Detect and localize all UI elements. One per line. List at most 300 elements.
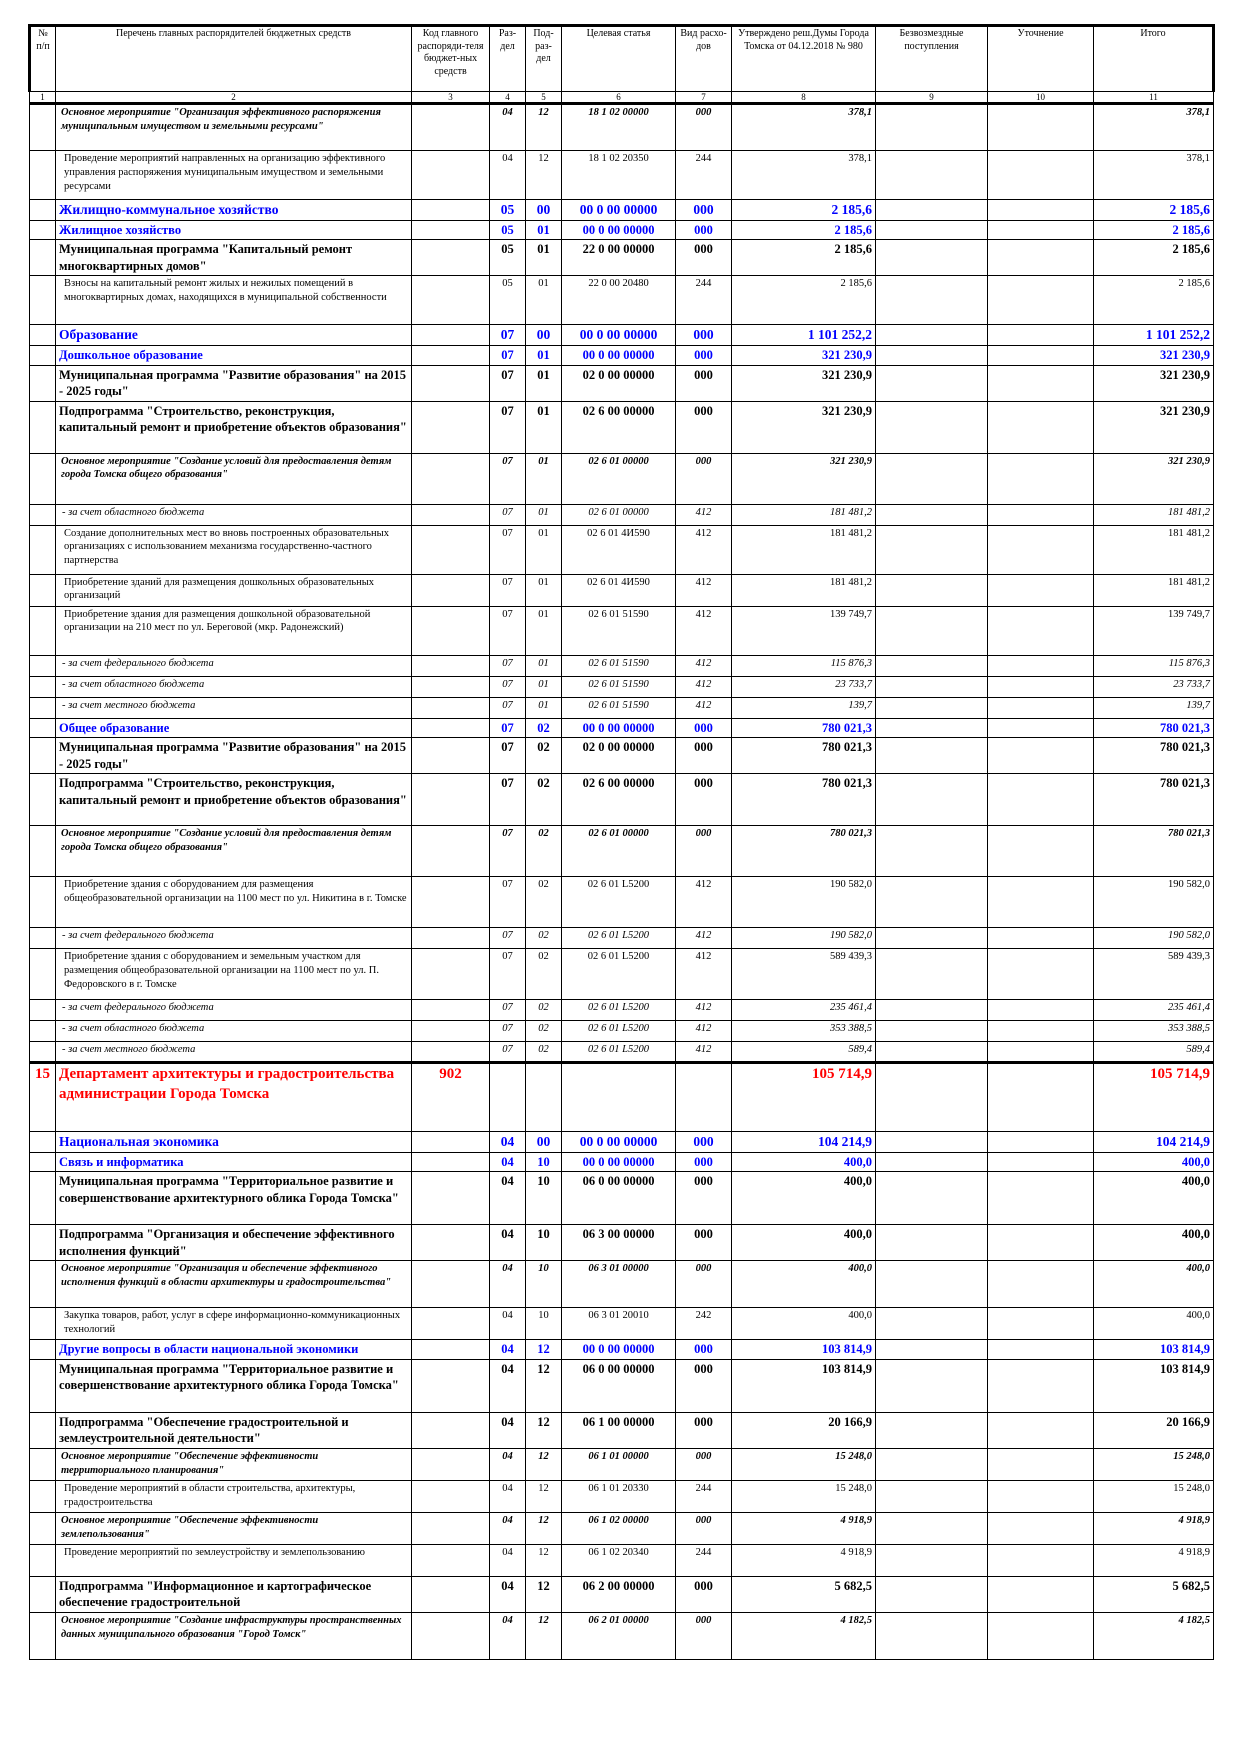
row-grants: [876, 676, 988, 697]
row-name: - за счет федерального бюджета: [56, 655, 412, 676]
row-number: [30, 574, 56, 606]
row-approved: 20 166,9: [732, 1412, 876, 1448]
row-target: 02 6 01 L5200: [562, 1021, 676, 1042]
table-row: [30, 826, 1214, 877]
row-grants: [876, 1448, 988, 1480]
row-total: 2 185,6: [1094, 240, 1214, 276]
row-approved: 2 185,6: [732, 276, 876, 325]
row-code: [412, 877, 490, 928]
row-name: Закупка товаров, работ, услуг в сфере информационно-коммуникационных технологий: [56, 1308, 412, 1340]
row-razdel: 04: [490, 1512, 526, 1544]
row-target: 02 6 01 L5200: [562, 877, 676, 928]
row-code: [412, 401, 490, 453]
row-target: 02 6 01 51590: [562, 655, 676, 676]
row-razdel: 05: [490, 240, 526, 276]
row-approved: 139 749,7: [732, 606, 876, 655]
row-grants: [876, 1544, 988, 1576]
row-razdel: 04: [490, 1132, 526, 1153]
row-clarification: [988, 525, 1094, 574]
table-row: [30, 1544, 1214, 1576]
row-razdel: 07: [490, 346, 526, 366]
table-row: [30, 276, 1214, 325]
table-header: [30, 26, 1214, 104]
row-target: 06 1 01 20330: [562, 1480, 676, 1512]
row-expense-type: 000: [676, 240, 732, 276]
row-clarification: [988, 1152, 1094, 1172]
row-expense-type: 244: [676, 1480, 732, 1512]
row-approved: 103 814,9: [732, 1340, 876, 1360]
row-code: [412, 1152, 490, 1172]
table-row: [30, 1021, 1214, 1042]
row-target: 06 1 00 00000: [562, 1412, 676, 1448]
row-target: 02 6 01 51590: [562, 697, 676, 718]
row-approved: 589 439,3: [732, 949, 876, 1000]
row-target: 02 6 01 L5200: [562, 1042, 676, 1063]
row-total: 105 714,9: [1094, 1063, 1214, 1132]
row-razdel: 07: [490, 401, 526, 453]
row-approved: 104 214,9: [732, 1132, 876, 1153]
row-podrazdel: 02: [526, 718, 562, 738]
row-razdel: 07: [490, 738, 526, 774]
row-target: 02 6 01 4И590: [562, 574, 676, 606]
row-razdel: 05: [490, 220, 526, 240]
row-name: Проведение мероприятий в области строительства, архитектуры, градостроительства: [56, 1480, 412, 1512]
row-code: [412, 346, 490, 366]
row-podrazdel: 12: [526, 1412, 562, 1448]
row-razdel: 04: [490, 1359, 526, 1412]
table-row: [30, 928, 1214, 949]
row-name: Муниципальная программа "Капитальный ремонт многоквартирных домов": [56, 240, 412, 276]
row-clarification: [988, 826, 1094, 877]
row-expense-type: 000: [676, 1152, 732, 1172]
row-razdel: 04: [490, 1612, 526, 1659]
row-target: 06 2 01 00000: [562, 1612, 676, 1659]
row-name: Подпрограмма "Обеспечение градостроительной и землеустроительной деятельности": [56, 1412, 412, 1448]
col-number: 11: [1094, 92, 1214, 104]
col-header-podrazdel: Под-раз-дел: [526, 26, 562, 92]
row-name: Основное мероприятие "Создание инфраструктуры пространственных данных муниципального образования "Город Томск": [56, 1612, 412, 1659]
row-clarification: [988, 346, 1094, 366]
row-clarification: [988, 655, 1094, 676]
row-approved: 103 814,9: [732, 1359, 876, 1412]
row-number: [30, 738, 56, 774]
row-podrazdel: 01: [526, 220, 562, 240]
row-podrazdel: 12: [526, 151, 562, 200]
row-podrazdel: 01: [526, 401, 562, 453]
row-name: Подпрограмма "Строительство, реконструкция, капитальный ремонт и приобретение объектов образования": [56, 774, 412, 826]
row-grants: [876, 877, 988, 928]
row-expense-type: 000: [676, 1340, 732, 1360]
row-number: [30, 718, 56, 738]
row-clarification: [988, 774, 1094, 826]
row-number: 15: [30, 1063, 56, 1132]
row-grants: [876, 276, 988, 325]
row-clarification: [988, 365, 1094, 401]
table-row: [30, 1152, 1214, 1172]
row-target: 00 0 00 00000: [562, 718, 676, 738]
row-approved: 400,0: [732, 1172, 876, 1225]
row-code: [412, 325, 490, 346]
row-total: 400,0: [1094, 1225, 1214, 1261]
row-approved: 400,0: [732, 1308, 876, 1340]
row-total: 321 230,9: [1094, 346, 1214, 366]
row-number: [30, 1000, 56, 1021]
row-expense-type: 412: [676, 676, 732, 697]
row-expense-type: 000: [676, 1576, 732, 1612]
row-approved: 780 021,3: [732, 738, 876, 774]
col-number: 3: [412, 92, 490, 104]
row-name: Основное мероприятие "Обеспечение эффективности территориального планирования": [56, 1448, 412, 1480]
row-code: [412, 1412, 490, 1448]
row-approved: 321 230,9: [732, 401, 876, 453]
table-row: [30, 718, 1214, 738]
row-target: 22 0 00 00000: [562, 240, 676, 276]
row-code: [412, 738, 490, 774]
row-clarification: [988, 574, 1094, 606]
row-podrazdel: 01: [526, 346, 562, 366]
row-code: [412, 200, 490, 221]
row-expense-type: 000: [676, 104, 732, 151]
row-podrazdel: 10: [526, 1172, 562, 1225]
row-razdel: 07: [490, 1042, 526, 1063]
row-razdel: 07: [490, 774, 526, 826]
table-row: [30, 697, 1214, 718]
row-total: 589 439,3: [1094, 949, 1214, 1000]
row-number: [30, 928, 56, 949]
row-target: [562, 1063, 676, 1132]
row-code: [412, 606, 490, 655]
row-code: [412, 1576, 490, 1612]
row-name: - за счет федерального бюджета: [56, 928, 412, 949]
row-name: Другие вопросы в области национальной экономики: [56, 1340, 412, 1360]
row-expense-type: 412: [676, 504, 732, 525]
row-target: 02 6 00 00000: [562, 774, 676, 826]
row-approved: 400,0: [732, 1152, 876, 1172]
row-code: [412, 240, 490, 276]
row-total: 23 733,7: [1094, 676, 1214, 697]
row-grants: [876, 738, 988, 774]
row-total: 15 248,0: [1094, 1448, 1214, 1480]
row-grants: [876, 1308, 988, 1340]
row-razdel: 04: [490, 1576, 526, 1612]
table-row: [30, 1359, 1214, 1412]
row-total: 104 214,9: [1094, 1132, 1214, 1153]
row-target: 02 6 01 51590: [562, 606, 676, 655]
row-approved: 5 682,5: [732, 1576, 876, 1612]
row-total: 780 021,3: [1094, 774, 1214, 826]
row-expense-type: 000: [676, 738, 732, 774]
row-number: [30, 1225, 56, 1261]
table-row: [30, 1261, 1214, 1308]
row-grants: [876, 1261, 988, 1308]
col-header-clarification: Уточнение: [988, 26, 1094, 92]
row-code: [412, 276, 490, 325]
col-header-total: Итого: [1094, 26, 1214, 92]
row-razdel: 04: [490, 1225, 526, 1261]
table-row: [30, 877, 1214, 928]
row-grants: [876, 1152, 988, 1172]
col-header-name: Перечень главных распорядителей бюджетных средств: [56, 26, 412, 92]
row-razdel: 04: [490, 1480, 526, 1512]
row-clarification: [988, 1544, 1094, 1576]
row-podrazdel: 01: [526, 365, 562, 401]
row-clarification: [988, 738, 1094, 774]
row-expense-type: 000: [676, 453, 732, 504]
row-approved: 15 248,0: [732, 1480, 876, 1512]
row-name: Подпрограмма "Строительство, реконструкция, капитальный ремонт и приобретение объектов образования": [56, 401, 412, 453]
row-code: [412, 1480, 490, 1512]
row-number: [30, 1448, 56, 1480]
row-grants: [876, 1359, 988, 1412]
row-total: 378,1: [1094, 104, 1214, 151]
row-total: 181 481,2: [1094, 504, 1214, 525]
row-clarification: [988, 718, 1094, 738]
row-grants: [876, 1576, 988, 1612]
row-clarification: [988, 928, 1094, 949]
row-code: [412, 1359, 490, 1412]
row-total: 139 749,7: [1094, 606, 1214, 655]
row-expense-type: 000: [676, 1512, 732, 1544]
row-razdel: 05: [490, 200, 526, 221]
row-number: [30, 1359, 56, 1412]
row-number: [30, 949, 56, 1000]
row-podrazdel: 10: [526, 1225, 562, 1261]
row-podrazdel: 01: [526, 504, 562, 525]
table-row: [30, 1172, 1214, 1225]
row-number: [30, 826, 56, 877]
row-target: 06 1 01 00000: [562, 1448, 676, 1480]
row-code: [412, 1000, 490, 1021]
row-razdel: 04: [490, 1340, 526, 1360]
row-podrazdel: 00: [526, 200, 562, 221]
row-podrazdel: 02: [526, 928, 562, 949]
row-expense-type: 000: [676, 365, 732, 401]
col-header-razdel: Раз-дел: [490, 26, 526, 92]
row-clarification: [988, 1132, 1094, 1153]
row-total: 780 021,3: [1094, 718, 1214, 738]
row-razdel: 07: [490, 365, 526, 401]
row-code: [412, 774, 490, 826]
row-code: [412, 574, 490, 606]
row-grants: [876, 365, 988, 401]
row-approved: 190 582,0: [732, 928, 876, 949]
row-expense-type: 242: [676, 1308, 732, 1340]
row-total: 235 461,4: [1094, 1000, 1214, 1021]
row-code: [412, 525, 490, 574]
table-row: [30, 774, 1214, 826]
budget-table: [28, 24, 1215, 1660]
col-number: 4: [490, 92, 526, 104]
row-name: Основное мероприятие "Организация эффективного распоряжения муниципальным имуществом и земельными ресурсами": [56, 104, 412, 151]
row-number: [30, 504, 56, 525]
row-total: 400,0: [1094, 1172, 1214, 1225]
row-clarification: [988, 1359, 1094, 1412]
row-total: 5 682,5: [1094, 1576, 1214, 1612]
row-number: [30, 1132, 56, 1153]
row-expense-type: 000: [676, 220, 732, 240]
row-approved: 589,4: [732, 1042, 876, 1063]
row-code: [412, 1512, 490, 1544]
row-razdel: 04: [490, 1308, 526, 1340]
table-row: [30, 504, 1214, 525]
row-podrazdel: 12: [526, 1544, 562, 1576]
row-clarification: [988, 1412, 1094, 1448]
row-grants: [876, 504, 988, 525]
row-podrazdel: 02: [526, 826, 562, 877]
row-total: 4 182,5: [1094, 1612, 1214, 1659]
row-number: [30, 325, 56, 346]
row-approved: 4 182,5: [732, 1612, 876, 1659]
row-target: 00 0 00 00000: [562, 1152, 676, 1172]
table-row: [30, 1340, 1214, 1360]
row-name: Проведение мероприятий направленных на организацию эффективного управления распоряжения муниципальным имуществом и земельными ресурсами: [56, 151, 412, 200]
row-expense-type: 412: [676, 606, 732, 655]
row-approved: 235 461,4: [732, 1000, 876, 1021]
row-code: [412, 365, 490, 401]
row-code: [412, 1021, 490, 1042]
row-grants: [876, 151, 988, 200]
row-clarification: [988, 220, 1094, 240]
row-target: 02 6 01 00000: [562, 826, 676, 877]
row-expense-type: 412: [676, 949, 732, 1000]
row-podrazdel: 02: [526, 774, 562, 826]
row-target: 18 1 02 00000: [562, 104, 676, 151]
row-target: 02 0 00 00000: [562, 365, 676, 401]
row-expense-type: 000: [676, 1261, 732, 1308]
row-clarification: [988, 453, 1094, 504]
row-code: [412, 1172, 490, 1225]
row-grants: [876, 774, 988, 826]
row-code: [412, 1448, 490, 1480]
row-total: 2 185,6: [1094, 276, 1214, 325]
row-approved: 378,1: [732, 104, 876, 151]
row-approved: 181 481,2: [732, 504, 876, 525]
row-approved: 1 101 252,2: [732, 325, 876, 346]
row-number: [30, 401, 56, 453]
table-row: [30, 1512, 1214, 1544]
row-name: Основное мероприятие "Организация и обеспечение эффективного исполнения функций в области архитектуры и градостроительства": [56, 1261, 412, 1308]
row-number: [30, 453, 56, 504]
row-total: 780 021,3: [1094, 826, 1214, 877]
row-approved: 400,0: [732, 1261, 876, 1308]
row-target: 02 6 01 4И590: [562, 525, 676, 574]
row-name: - за счет областного бюджета: [56, 504, 412, 525]
row-name: Основное мероприятие "Создание условий для предоставления детям города Томска общего образования": [56, 826, 412, 877]
row-clarification: [988, 325, 1094, 346]
row-name: Жилищно-коммунальное хозяйство: [56, 200, 412, 221]
row-code: [412, 1544, 490, 1576]
row-approved: 2 185,6: [732, 240, 876, 276]
table-row: [30, 738, 1214, 774]
row-code: [412, 697, 490, 718]
row-grants: [876, 718, 988, 738]
table-row: [30, 949, 1214, 1000]
row-podrazdel: [526, 1063, 562, 1132]
row-number: [30, 1172, 56, 1225]
row-code: [412, 504, 490, 525]
row-podrazdel: 01: [526, 276, 562, 325]
row-grants: [876, 220, 988, 240]
row-total: 321 230,9: [1094, 401, 1214, 453]
row-number: [30, 200, 56, 221]
row-approved: 23 733,7: [732, 676, 876, 697]
row-clarification: [988, 1512, 1094, 1544]
row-grants: [876, 1172, 988, 1225]
row-approved: 2 185,6: [732, 220, 876, 240]
table-row: [30, 1612, 1214, 1659]
row-expense-type: 000: [676, 325, 732, 346]
row-total: 103 814,9: [1094, 1359, 1214, 1412]
row-number: [30, 1480, 56, 1512]
row-total: 181 481,2: [1094, 574, 1214, 606]
row-name: - за счет областного бюджета: [56, 1021, 412, 1042]
table-row: [30, 1576, 1214, 1612]
row-total: 115 876,3: [1094, 655, 1214, 676]
row-expense-type: 000: [676, 826, 732, 877]
row-approved: 321 230,9: [732, 453, 876, 504]
row-podrazdel: 02: [526, 1021, 562, 1042]
table-row: [30, 606, 1214, 655]
row-grants: [876, 826, 988, 877]
row-number: [30, 240, 56, 276]
row-target: 06 0 00 00000: [562, 1172, 676, 1225]
row-total: 190 582,0: [1094, 928, 1214, 949]
row-podrazdel: 02: [526, 1042, 562, 1063]
row-number: [30, 1021, 56, 1042]
row-target: 18 1 02 20350: [562, 151, 676, 200]
row-razdel: 04: [490, 1261, 526, 1308]
table-row: [30, 525, 1214, 574]
row-number: [30, 1612, 56, 1659]
row-number: [30, 276, 56, 325]
table-row: [30, 401, 1214, 453]
row-grants: [876, 1225, 988, 1261]
row-expense-type: 000: [676, 1132, 732, 1153]
row-total: 4 918,9: [1094, 1512, 1214, 1544]
row-number: [30, 151, 56, 200]
table-row: [30, 151, 1214, 200]
row-total: 321 230,9: [1094, 365, 1214, 401]
row-number: [30, 655, 56, 676]
row-name: Подпрограмма "Информационное и картографическое обеспечение градостроительной: [56, 1576, 412, 1612]
row-grants: [876, 1512, 988, 1544]
row-code: [412, 1225, 490, 1261]
col-header-expense-type: Вид расхо-дов: [676, 26, 732, 92]
row-podrazdel: 01: [526, 525, 562, 574]
row-grants: [876, 525, 988, 574]
row-podrazdel: 02: [526, 1000, 562, 1021]
row-code: [412, 928, 490, 949]
row-podrazdel: 12: [526, 1480, 562, 1512]
col-number: 2: [56, 92, 412, 104]
row-approved: 4 918,9: [732, 1544, 876, 1576]
row-podrazdel: 00: [526, 1132, 562, 1153]
row-razdel: 07: [490, 877, 526, 928]
row-number: [30, 1340, 56, 1360]
row-number: [30, 1544, 56, 1576]
row-grants: [876, 401, 988, 453]
row-number: [30, 606, 56, 655]
row-number: [30, 346, 56, 366]
row-name: - за счет областного бюджета: [56, 676, 412, 697]
row-clarification: [988, 949, 1094, 1000]
row-podrazdel: 00: [526, 325, 562, 346]
row-podrazdel: 12: [526, 1512, 562, 1544]
row-total: 2 185,6: [1094, 220, 1214, 240]
row-razdel: 04: [490, 1448, 526, 1480]
row-name: Подпрограмма "Организация и обеспечение эффективного исполнения функций": [56, 1225, 412, 1261]
row-podrazdel: 02: [526, 877, 562, 928]
